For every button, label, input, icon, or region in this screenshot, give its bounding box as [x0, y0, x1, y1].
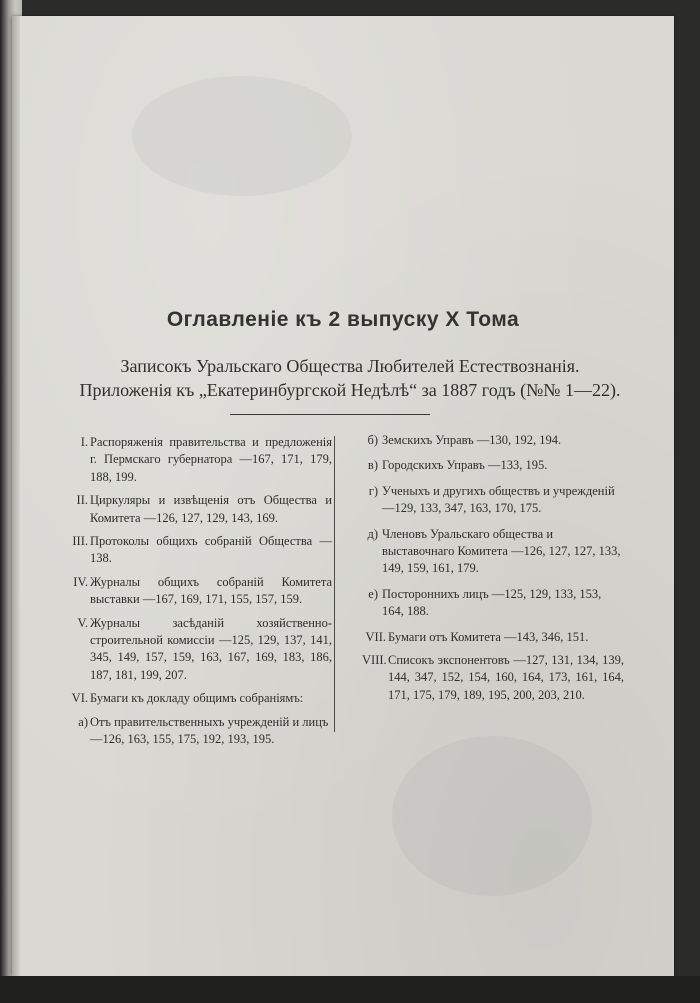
entry-text: Бумаги отъ Комитета —143, 346, 151.	[388, 629, 589, 644]
toc-entry	[362, 652, 624, 704]
entry-text: Протоколы общихъ собраній Общества —138.	[90, 534, 332, 566]
subtitle-line-1: Записокъ Уральскаго Общества Любителей Естествознанія.	[120, 356, 580, 376]
page-fold-shadow	[12, 16, 20, 976]
subentry-letter: д)	[367, 526, 378, 541]
toc-entry	[68, 434, 332, 486]
toc-entry	[362, 629, 624, 646]
entry-number: IV.	[73, 574, 88, 589]
entry-text: Журналы общихъ собраній Комитета выставки —167, 169, 171, 155, 157, 159.	[90, 574, 332, 607]
subentry-text: Постороннихъ лицъ —125, 129, 133, 153, 164, 188.	[382, 586, 602, 619]
toc-entry	[68, 690, 332, 707]
toc-entry	[68, 615, 332, 685]
subentry-text: Городскихъ Управъ —133, 195.	[382, 458, 548, 473]
subentry-text: Членовъ Уральскаго общества и выставочнаго Комитета —126, 127, 127, 133, 149, 159, 161, 179.	[382, 526, 621, 576]
subentry-text: Земскихъ Управъ —130, 192, 194.	[382, 433, 562, 447]
toc-subentry	[362, 483, 624, 518]
subentry-text: Отъ правительственныхъ учрежденій и лицъ —126, 163, 155, 175, 192, 193, 195.	[90, 714, 329, 747]
entry-text: Бумаги къ докладу общимъ собраніямъ:	[90, 691, 304, 706]
toc-entry	[68, 533, 332, 568]
subentry-text: Ученыхъ и другихъ обществъ и учрежденій —129, 133, 347, 163, 170, 175.	[382, 483, 615, 516]
page-title: Оглавленіе къ 2 выпуску X Тома	[166, 308, 520, 331]
subentry-letter: г)	[368, 483, 378, 498]
entry-text: Списокъ экспонентовъ —127, 131, 134, 139, 144, 347, 152, 154, 160, 164, 173, 161, 164, 171, 175, 179, 189, 195, 200, 203, 210.	[388, 653, 624, 702]
subentry-letter: а)	[78, 714, 88, 729]
entry-number: VI.	[71, 691, 88, 706]
entry-number: VIII.	[362, 653, 387, 668]
paper-stain	[132, 76, 352, 196]
toc-right-column	[362, 432, 624, 710]
entry-text: Циркуляры и извѣщенія отъ Общества и Комитета —126, 127, 129, 143, 169.	[90, 493, 332, 525]
toc-entry	[68, 574, 332, 609]
entry-number: III.	[72, 534, 88, 549]
toc-subentry	[362, 526, 624, 578]
document-page	[12, 16, 674, 976]
toc-subentry	[68, 714, 332, 749]
entry-text: Журналы засѣданій хозяйственно-строительной комиссіи —125, 129, 137, 141, 345, 149, 157, 159, 163, 167, 169, 183, 186, 187, 181, 199, 207.	[90, 615, 332, 682]
subentry-letter: в)	[367, 458, 378, 473]
entry-number: II.	[76, 493, 88, 508]
subentry-letter: б)	[367, 433, 378, 447]
toc-subentry	[362, 586, 624, 621]
subentry-letter: е)	[368, 586, 378, 601]
paper-stain	[392, 736, 592, 896]
entry-number: VII.	[365, 629, 386, 644]
column-divider	[334, 436, 335, 732]
toc-subentry	[362, 457, 624, 474]
toc-subentry	[362, 432, 624, 449]
entry-number: I.	[80, 435, 88, 449]
subtitle-line-2: Приложенія къ „Екатеринбургской Недѣлѣ“ за 1887 годъ (№№ 1—22).	[79, 380, 621, 400]
entry-text: Распоряженія правительства и предложенія г. Пермскаго губернатора —167, 171, 179, 188, 199.	[90, 435, 332, 484]
toc-entry	[68, 492, 332, 527]
entry-number: V.	[77, 615, 88, 630]
scan-bottom-edge	[0, 976, 700, 1003]
toc-left-column	[68, 434, 332, 755]
title-divider	[230, 414, 430, 415]
